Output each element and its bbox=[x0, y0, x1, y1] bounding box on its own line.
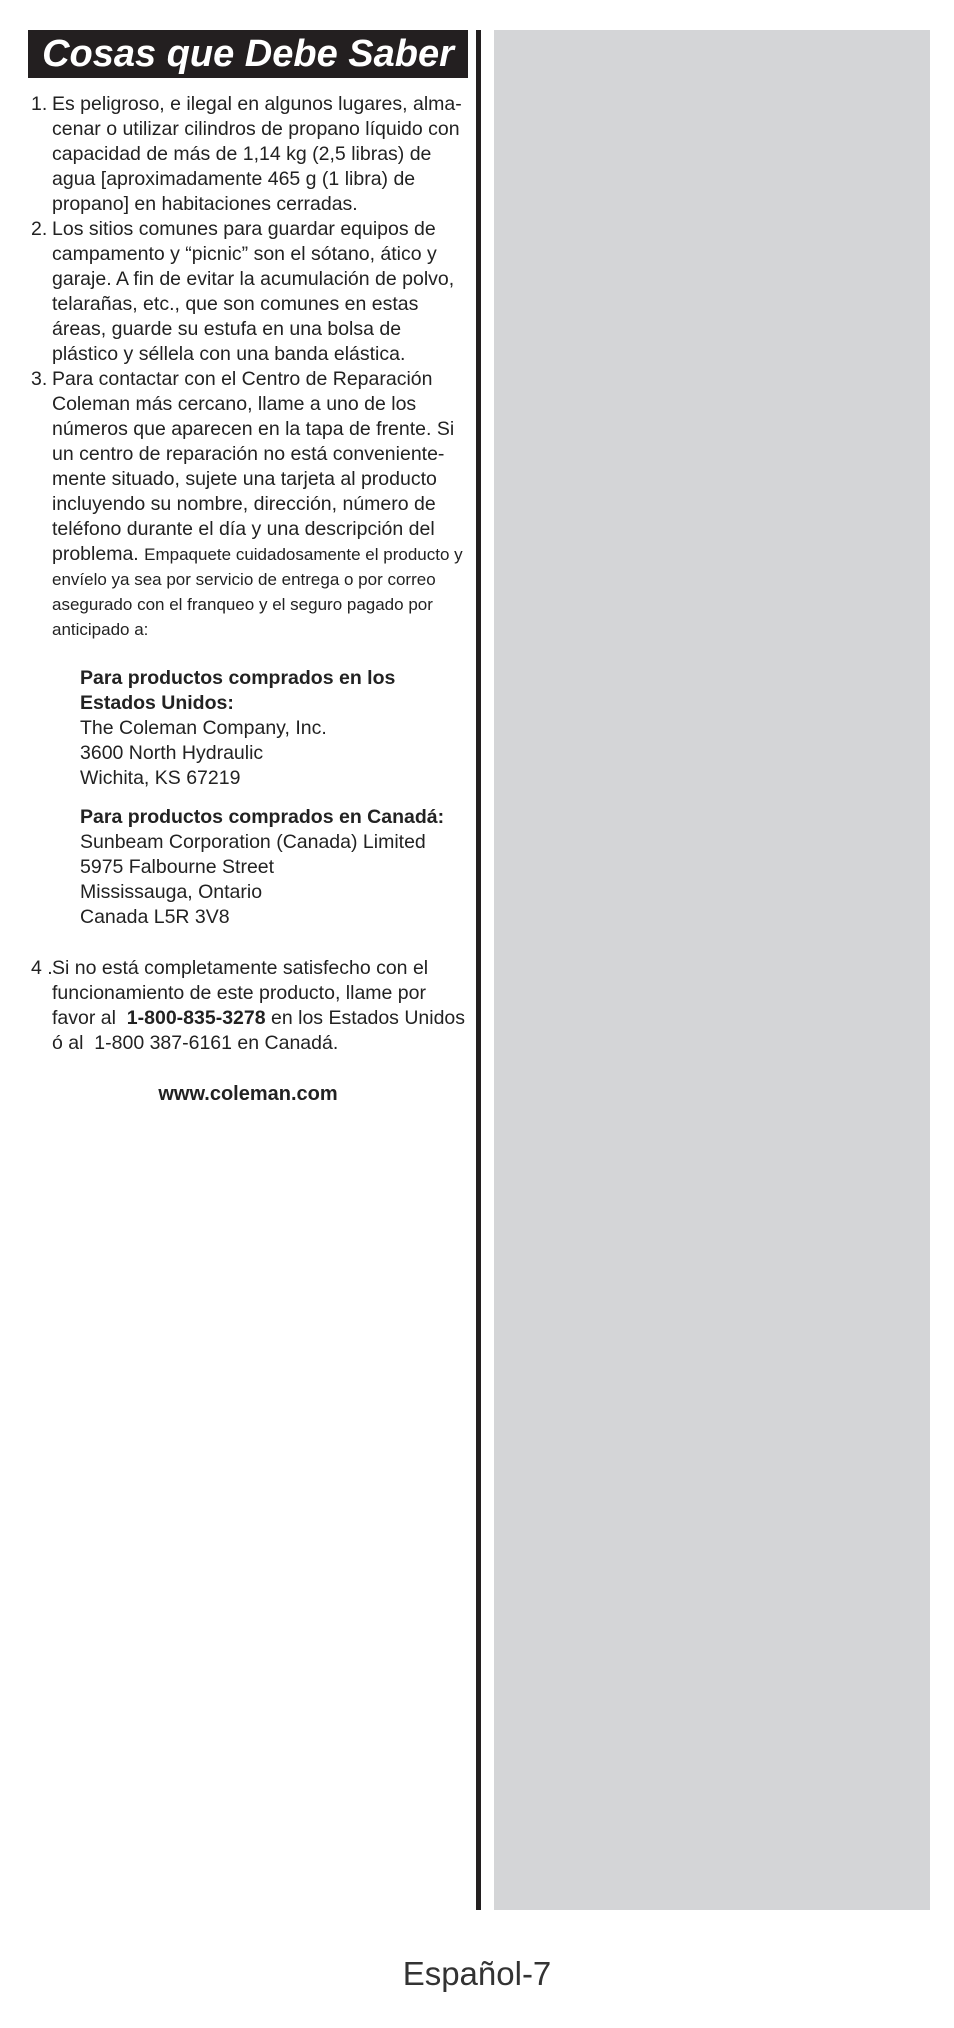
phone-us: 1-800-835-3278 bbox=[126, 1007, 266, 1029]
list-item-text: Los sitios comunes para guardar equipos de campamento y “picnic” son el sótano, ático y garaje. A fin de evitar la acumulación de polvo, telarañas, etc., que son comunes en estas áreas, guarde su estufa en una bolsa de plástico y séllela con una banda elástica. bbox=[52, 218, 455, 365]
list-item-text bbox=[52, 956, 468, 1056]
address-canada-line2: 5975 Falbourne Street bbox=[80, 856, 275, 878]
item4-text-after: en Canadá. bbox=[237, 1032, 339, 1054]
list-item-text-main: Para contactar con el Centro de Reparación Coleman más cercano, llame a uno de los números que aparecen en la tapa de frente. Si un centro de reparación no está conveniente-mente situado, sujete una tarjeta al producto incluyendo su nombre, dirección, número de teléfono durante el día y una descripción del problema. bbox=[52, 368, 455, 565]
gray-panel bbox=[494, 30, 930, 1910]
vertical-divider bbox=[476, 30, 481, 1910]
list-item-number: 3. bbox=[31, 368, 48, 390]
list-item-text bbox=[52, 367, 468, 642]
list-item-number: 4 . bbox=[31, 957, 53, 979]
list-item-number: 2. bbox=[31, 218, 48, 240]
list-item-1 bbox=[28, 92, 468, 217]
address-us bbox=[80, 666, 468, 791]
things-to-know-list bbox=[28, 92, 468, 1107]
address-canada-line3: Mississauga, Ontario bbox=[80, 881, 263, 903]
website-link[interactable]: www.coleman.com bbox=[158, 1083, 338, 1105]
page-number: Español-7 bbox=[402, 1955, 552, 1992]
list-item-number: 1. bbox=[31, 93, 48, 115]
address-canada bbox=[80, 805, 468, 930]
list-item-text-small: Empaquete cuidadosamente el producto y envíelo ya sea por servicio de entrega o por correo asegurado con el franqueo y el seguro pagado por anticipado a: bbox=[52, 545, 463, 639]
item4-text-before: Si no está completamente satisfecho con el funcionamiento de este producto, llame por favor al bbox=[52, 957, 429, 1029]
list-item-3 bbox=[28, 367, 468, 642]
address-canada-line4: Canada L5R 3V8 bbox=[80, 906, 230, 928]
title-bar bbox=[28, 30, 468, 78]
address-us-line1: The Coleman Company, Inc. bbox=[80, 717, 327, 739]
page-title: Cosas que Debe Saber bbox=[42, 32, 454, 75]
address-us-heading: Para productos comprados en los Estados Unidos: bbox=[80, 667, 396, 714]
list-item-4 bbox=[28, 956, 468, 1056]
left-column bbox=[28, 30, 468, 1107]
address-us-line3: Wichita, KS 67219 bbox=[80, 767, 241, 789]
address-canada-line1: Sunbeam Corporation (Canada) Limited bbox=[80, 831, 426, 853]
list-item-text: Es peligroso, e ilegal en algunos lugares, alma-cenar o utilizar cilindros de propano líquido con capacidad de más de 1,14 kg (2,5 libras) de agua [aproximadamente 465 g (1 libra) de propano] en habitaciones cerradas. bbox=[52, 93, 462, 215]
address-canada-heading: Para productos comprados en Canadá: bbox=[80, 806, 445, 828]
item4-text-middle: en los Estados Unidos ó al bbox=[52, 1007, 466, 1054]
list-item-2 bbox=[28, 217, 468, 367]
address-us-line2: 3600 North Hydraulic bbox=[80, 742, 264, 764]
phone-canada: 1-800 387-6161 bbox=[94, 1032, 232, 1054]
